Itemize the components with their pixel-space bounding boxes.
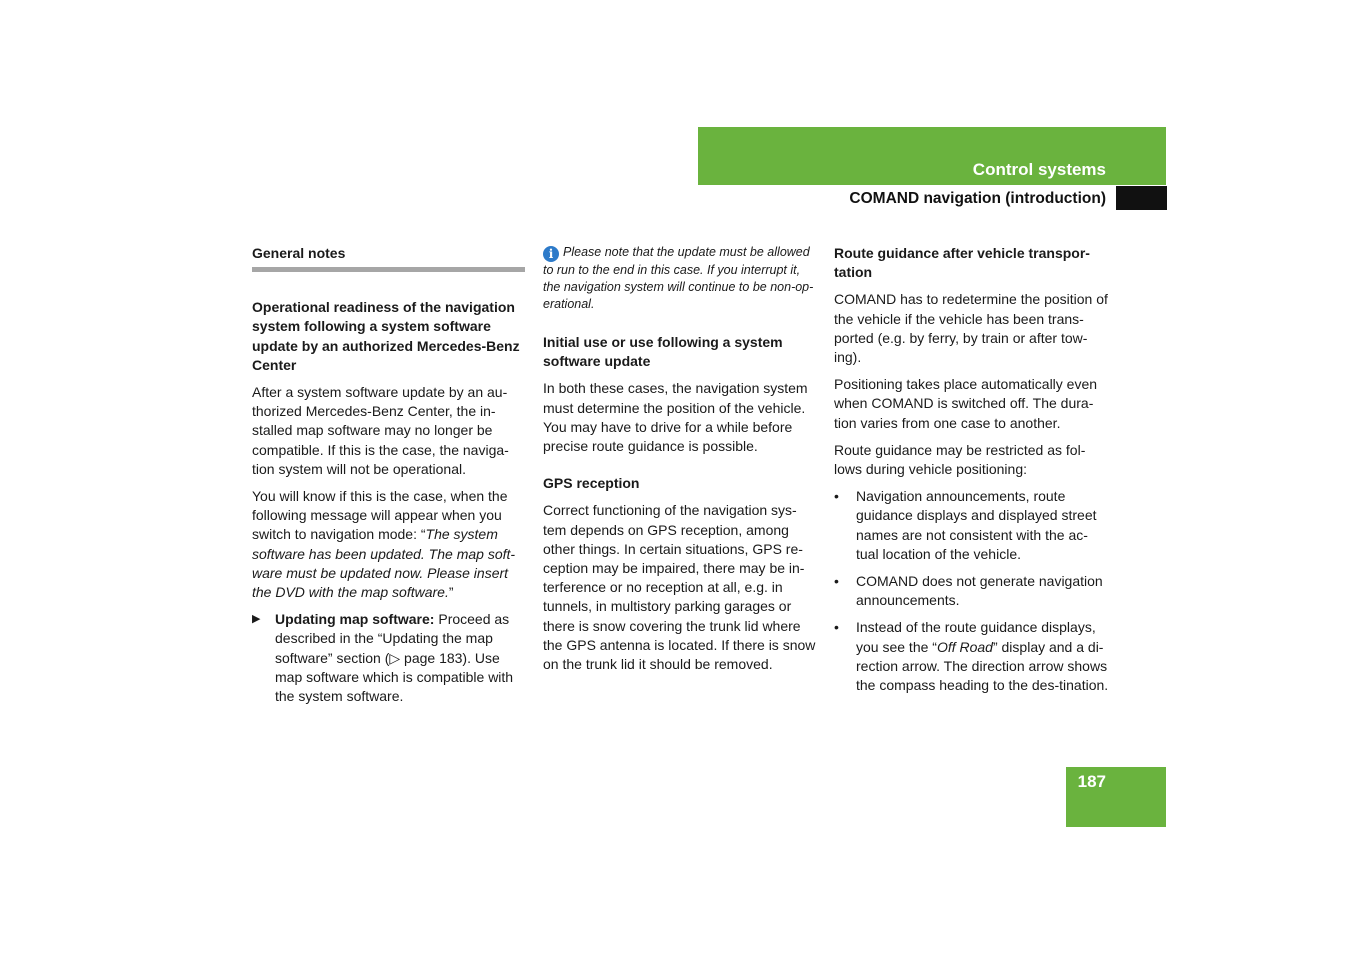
bullet-list [834,487,1109,695]
note-text: Please note that the update must be allowed to run to the end in this case. If you interrupt it, the navigation system will continue to be non-op-erational. [543,245,814,311]
chapter-tab-marker [1116,186,1167,210]
list-item: • COMAND does not generate navigation announcements. [834,572,1109,610]
step-text: Proceed as described in the “Updating the map software” section (▷ page 183). Use map software which is compatible with the system software. [275,611,514,705]
list-item: • Navigation announcements, route guidance displays and displayed street names are not consistent with the ac-tual location of the vehicle. [834,487,1109,564]
column-2 [543,244,818,682]
text: You will know if this is the case, when the following message will appear when you switch to navigation mode: “ [252,488,508,543]
chapter-title: Control systems [972,160,1106,179]
info-note [543,244,818,313]
section-title: General notes [252,245,346,261]
display-name: Off Road [936,638,993,655]
text: ” [448,584,454,601]
step-label: Updating map software: [275,611,435,628]
heading-initial-use: Initial use or use following a system software update [543,334,783,370]
section-rule [252,267,525,272]
message-text: The system software has been updated. The map soft-ware must be updated now. Please insert the DVD with the map software. [252,526,516,601]
column-3 [834,244,1109,703]
section-subtitle: COMAND navigation (introduction) [849,190,1106,207]
list-item [834,618,1109,695]
header-bar [698,127,1166,185]
paragraph: After a system software update by an au-thorized Mercedes-Benz Center, the in-stalled map software may no longer be compatible. If this is the case, the naviga-tion system will not be operational. [252,384,509,477]
info-icon: i [543,246,559,262]
paragraph-message [252,487,525,602]
heading-gps-reception: GPS reception [543,475,640,492]
spacer [543,464,818,474]
step-arrow-icon: ▶ [252,613,261,626]
heading-operational-readiness: Operational readiness of the navigation system following a system software update by an authorized Mercedes-Benz Center [252,299,520,373]
paragraph: Correct functioning of the navigation sys-tem depends on GPS reception, among other things. In certain situations, GPS re-ception may be impaired, there may be in-terference or no reception at all, e.g. in tunnels, in multistory parking garages or there is snow covering the trunk lid where the GPS antenna is located. If there is snow on the trunk lid it should be removed. [543,502,816,673]
paragraph: Positioning takes place automatically even when COMAND is switched off. The dura-tion varies from one case to another. [834,376,1098,431]
text: ” display and a di-rection arrow. The direction arrow shows the compass heading to the des-tination. [856,638,1109,694]
paragraph: COMAND has to redetermine the position of the vehicle if the vehicle has been trans-ported (e.g. by ferry, by train or after tow-ing). [834,291,1108,366]
page-number-box [1066,767,1166,827]
text: Instead of the route guidance displays, you see the “ [856,619,1096,655]
page-number: 187 [1077,772,1106,791]
paragraph: In both these cases, the navigation system must determine the position of the vehicle. You may have to drive for a while before precise route guidance is possible. [543,380,808,455]
column-1 [252,244,525,714]
instruction-step [252,610,525,706]
heading-route-guidance: Route guidance after vehicle transpor-tation [834,245,1090,281]
paragraph: Route guidance may be restricted as fol-lows during vehicle positioning: [834,441,1086,478]
